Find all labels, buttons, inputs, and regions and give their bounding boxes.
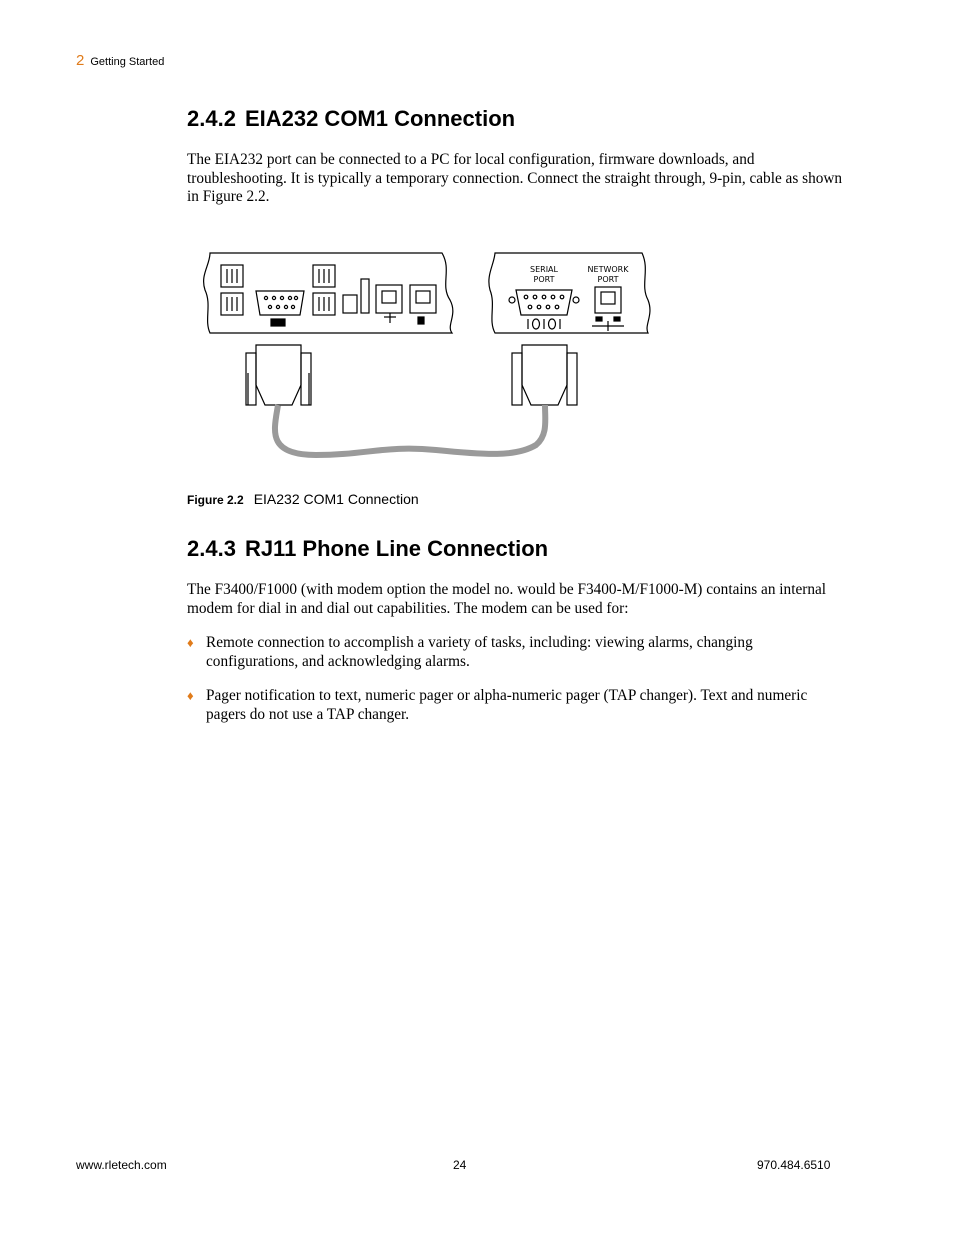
network-port-label-line2: PORT (597, 275, 619, 284)
footer-website: www.rletech.com (76, 1158, 167, 1172)
footer-page-number: 24 (453, 1158, 467, 1172)
diamond-bullet-icon: ♦ (187, 635, 194, 650)
list-item-text: Pager notification to text, numeric pager or alpha-numeric pager (TAP changer). Text and numeric pagers do not use a TAP changer. (206, 687, 808, 723)
section-body-rj11: The F3400/F1000 (with modem option the model no. would be F3400-M/F1000-M) contains an internal modem for dial in and dial out capabilities. The modem can be used for: (187, 581, 827, 617)
diamond-bullet-icon: ♦ (187, 688, 194, 703)
list-item-text: Remote connection to accomplish a variety of tasks, including: viewing alarms, changing configurations, and acknowledging alarms. (206, 634, 753, 670)
running-header (76, 52, 164, 69)
section-number: 2.4.2 (187, 106, 236, 131)
serial-port-label-line2: PORT (533, 275, 555, 284)
serial-port-db9 (516, 290, 572, 315)
chapter-number: 2 (76, 52, 85, 69)
section-body-eia232: The EIA232 port can be connected to a PC for local configuration, firmware downloads, and troubleshooting. It is typically a temporary connection. Connect the straight through, 9-pin, cable as shown in Figure 2.2. (187, 151, 843, 205)
serial-cable (275, 405, 545, 455)
serial-port-label-line1: SERIAL (530, 265, 558, 274)
section-title: EIA232 COM1 Connection (244, 106, 516, 131)
figure-label: Figure 2.2 (187, 493, 244, 507)
chapter-title: Getting Started (90, 56, 165, 68)
figure-caption-text: EIA232 COM1 Connection (253, 491, 419, 507)
right-cable-plug (522, 345, 567, 405)
com1-db9-connector (256, 291, 304, 315)
network-port-label-line1: NETWORK (587, 265, 629, 274)
section-heading-eia232 (187, 106, 515, 132)
section-title: RJ11 Phone Line Connection (244, 536, 549, 561)
left-cable-plug (256, 345, 301, 405)
footer-phone: 970.484.6510 (757, 1158, 831, 1172)
section-heading-rj11 (187, 536, 548, 562)
figure-caption (187, 491, 419, 507)
eia232-connection-figure (196, 245, 656, 470)
section-number: 2.4.3 (187, 536, 236, 561)
network-port-rj45 (595, 287, 621, 313)
